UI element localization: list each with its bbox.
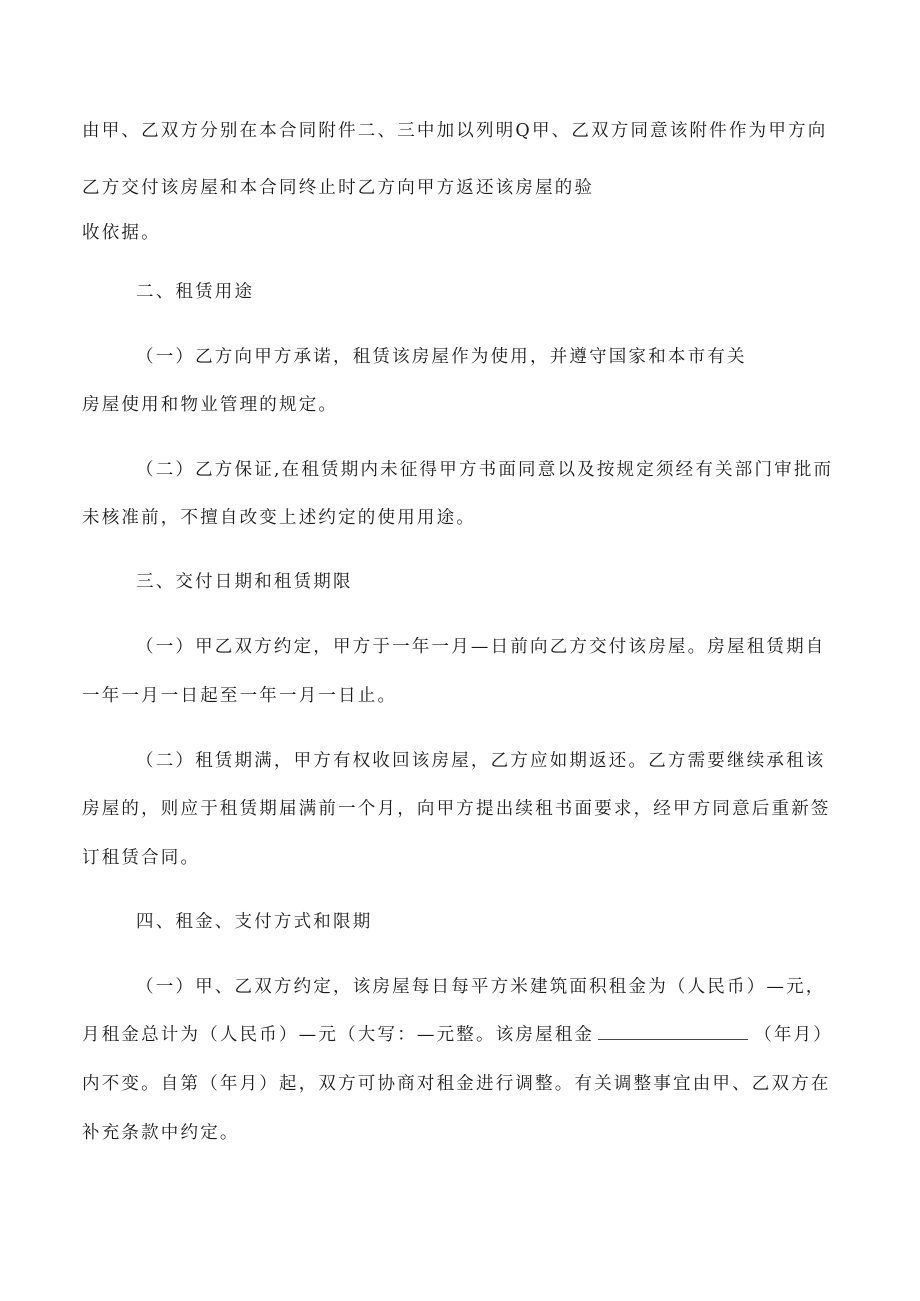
paragraph-line: （二）租赁期满，甲方有权收回该房屋，乙方应如期返还。乙方需要继续承租该 bbox=[136, 751, 826, 771]
paragraph-line: 补充条款中约定。 bbox=[82, 1123, 240, 1143]
paragraph-line: 未核准前，不擅自改变上述约定的使用用途。 bbox=[82, 508, 476, 528]
paragraph-line: 内不变。自第（年月）起，双方可协商对租金进行调整。有关调整事宜由甲、乙双方在 bbox=[82, 1074, 831, 1094]
line-text: 月租金总计为（人民币）—元（大写：—元整。该房屋租金 bbox=[82, 1025, 595, 1045]
paragraph-line: 由甲、乙双方分别在本合同附件二、三中加以列明Q甲、乙双方同意该附件作为甲方向 bbox=[82, 121, 828, 141]
paragraph-line: 订租赁合同。 bbox=[82, 848, 201, 868]
paragraph-line: （一）乙方向甲方承诺，租赁该房屋作为使用，并遵守国家和本市有关 bbox=[136, 347, 747, 367]
paragraph-line: 房屋的，则应于租赁期届满前一个月，向甲方提出续租书面要求，经甲方同意后重新签 bbox=[82, 799, 831, 819]
paragraph-line: 乙方交付该房屋和本合同终止时乙方向甲方返还该房屋的验 bbox=[82, 178, 595, 198]
paragraph-line: （二）乙方保证,在租赁期内未征得甲方书面同意以及按规定须经有关部门审批而 bbox=[136, 460, 834, 480]
section-heading: 二、租赁用途 bbox=[136, 282, 255, 302]
paragraph-line: （一）甲、乙双方约定，该房屋每日每平方米建筑面积租金为（人民币）—元， bbox=[136, 977, 826, 997]
paragraph-line bbox=[82, 1024, 833, 1046]
section-heading: 三、交付日期和租赁期限 bbox=[136, 572, 353, 592]
paragraph-line: 收依据。 bbox=[82, 223, 161, 243]
fill-in-blank bbox=[598, 1025, 748, 1040]
section-heading: 四、租金、支付方式和限期 bbox=[136, 912, 373, 932]
paragraph-line: （一）甲乙双方约定，甲方于一年一月—日前向乙方交付该房屋。房屋租赁期自 bbox=[136, 637, 826, 657]
paragraph-line: 一年一月一日起至一年一月一日止。 bbox=[82, 686, 398, 706]
line-text: （年月） bbox=[754, 1025, 834, 1045]
paragraph-line: 房屋使用和物业管理的规定。 bbox=[82, 395, 339, 415]
